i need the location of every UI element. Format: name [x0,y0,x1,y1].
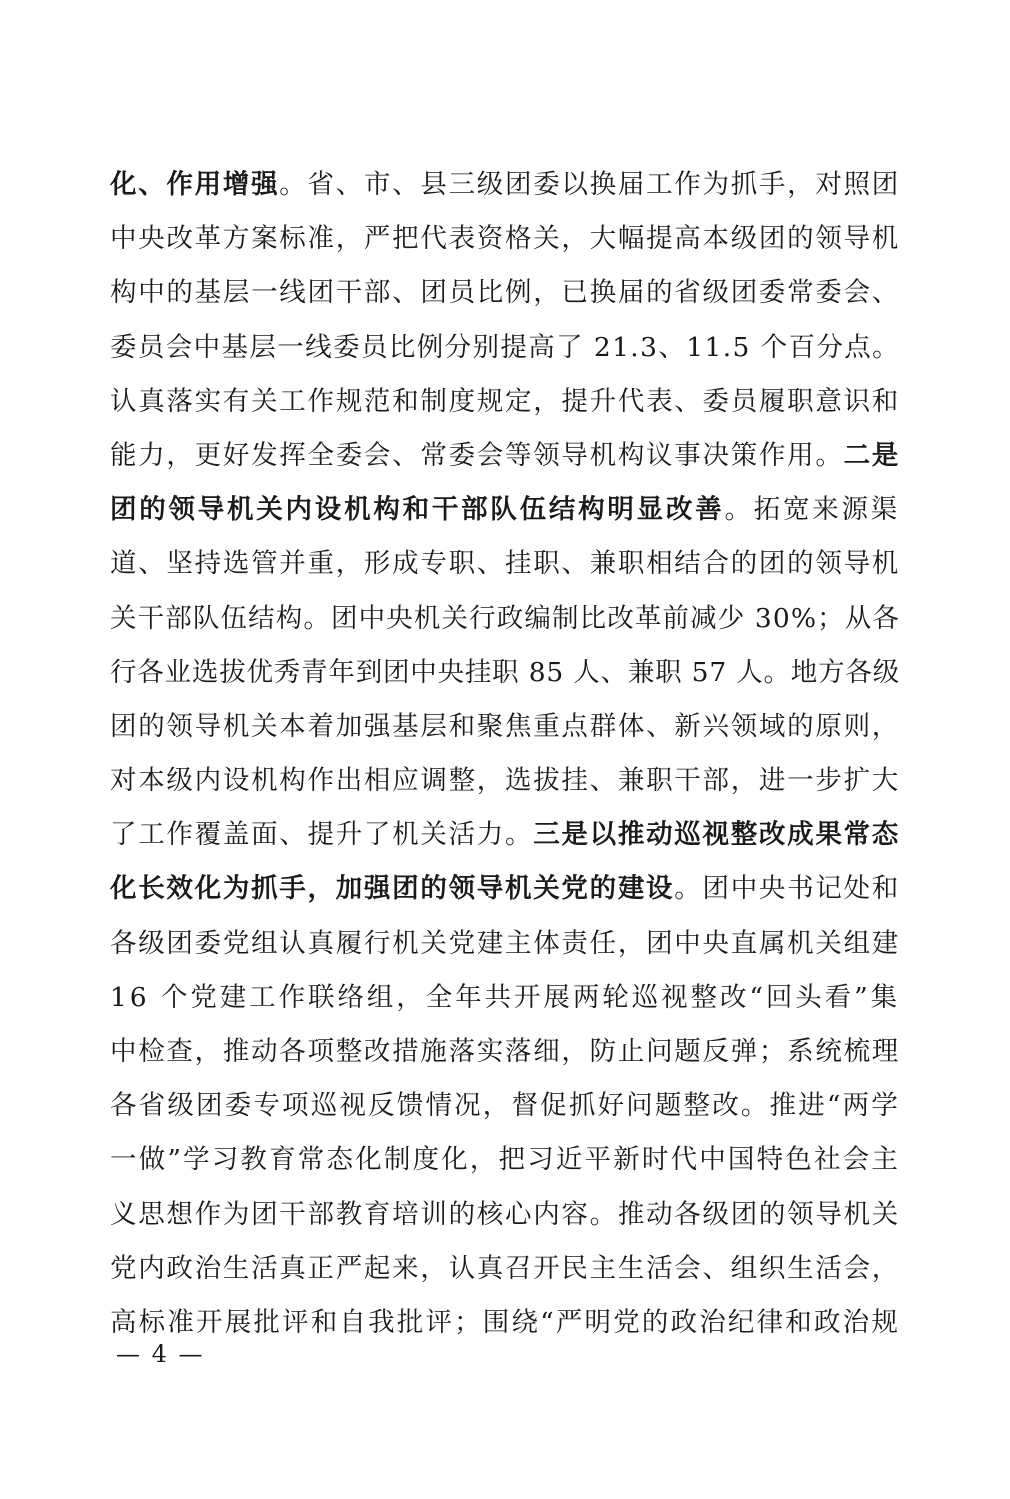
text-line [110,1188,900,1242]
text-segment: 中央改革方案标准，严把代表资格关，大幅提高本级团的领导机 [110,223,900,255]
bold-text-segment: 团的领导机关内设机构和干部队伍结构明显改善 [110,494,725,526]
text-line [110,646,900,700]
text-line [110,971,900,1025]
text-segment: 义思想作为团干部教育培训的核心内容。推动各级团的领导机关 [110,1198,900,1230]
text-line [110,917,900,971]
text-segment: 16 个党建工作联络组，全年共开展两轮巡视整改“回头看”集 [110,981,900,1013]
text-segment: 对本级内设机构作出相应调整，选拔挂、兼职干部，进一步扩大 [110,765,900,797]
text-line [110,754,900,808]
text-segment: 认真落实有关工作规范和制度规定，提升代表、委员履职意识和 [110,385,900,417]
text-segment: 各省级团委专项巡视反馈情况，督促抓好问题整改。推进“两学 [110,1090,900,1122]
text-line [110,212,900,266]
text-segment: 。省、市、县三级团委以换届工作为抓手，对照团 [279,169,900,200]
page-number: — 4 — [116,1340,205,1368]
text-line [110,808,900,862]
text-segment: 委员会中基层一线委员比例分别提高了 21.3、11.5 个百分点。 [110,331,900,363]
text-line [110,375,900,429]
text-line [110,592,900,646]
text-line [110,1296,900,1350]
text-segment: 一做”学习教育常态化制度化，把习近平新时代中国特色社会主 [110,1144,900,1176]
text-line [110,429,900,483]
text-segment: 。拓宽来源渠 [724,494,900,526]
text-segment: 了工作覆盖面、提升了机关活力。 [110,819,534,851]
text-segment: 中检查，推动各项整改措施落实落细，防止问题反弹；系统梳理 [110,1036,900,1067]
text-segment: 高标准开展批评和自我批评；围绕“严明党的政治纪律和政治规 [110,1306,900,1338]
text-line [110,266,900,320]
text-segment: 各级团委党组认真履行机关党建主体责任，团中央直属机关组建 [110,927,900,959]
text-line [110,1025,900,1079]
text-line [110,321,900,375]
text-line [110,537,900,591]
text-segment: 党内政治生活真正严起来，认真召开民主生活会、组织生活会， [110,1252,900,1284]
text-segment: 团的领导机关本着加强基层和聚焦重点群体、新兴领域的原则， [110,710,900,742]
text-line [110,1133,900,1187]
text-segment: 道、坚持选管并重，形成专职、挂职、兼职相结合的团的领导机 [110,548,900,580]
bold-text-segment: 化长效化为抓手，加强团的领导机关党的建设 [110,873,675,905]
text-segment: 能力，更好发挥全委会、常委会等领导机构议事决策作用。 [110,439,844,471]
text-segment: 关干部队伍结构。团中央机关行政编制比改革前减少 30%；从各 [110,602,900,634]
text-line [110,1079,900,1133]
text-line [110,158,900,212]
text-segment: 行各业选拔优秀青年到团中央挂职 85 人、兼职 57 人。地方各级 [110,656,900,688]
text-segment: 。团中央书记处和 [674,873,900,905]
bold-text-segment: 化、作用增强 [110,169,280,200]
text-segment: 构中的基层一线团干部、团员比例，已换届的省级团委常委会、 [110,277,900,309]
text-line [110,1242,900,1296]
text-line [110,483,900,537]
text-line [110,700,900,754]
body-text [110,158,900,1350]
bold-text-segment: 三是以推动巡视整改成果常态 [533,819,900,851]
bold-text-segment: 二是 [843,439,900,471]
text-line [110,862,900,916]
